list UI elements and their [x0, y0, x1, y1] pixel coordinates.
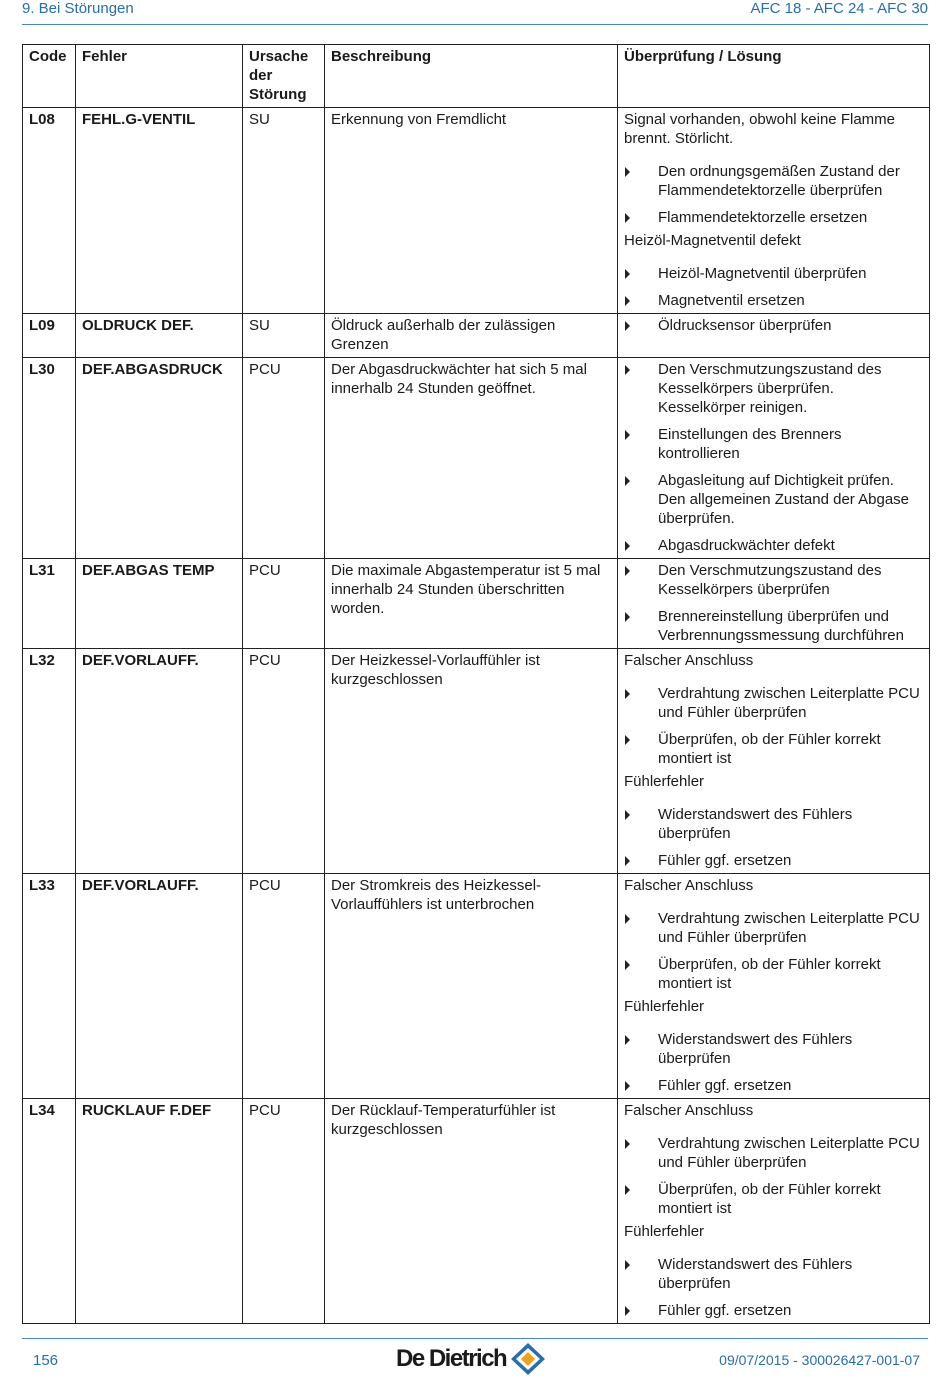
solution-cause: Falscher Anschluss — [624, 877, 754, 894]
description: Der Rücklauf-Temperaturfühler ist kurzgeschlossen — [325, 1099, 618, 1324]
table-row — [23, 108, 930, 314]
cause: PCU — [243, 649, 325, 874]
table-row — [23, 314, 930, 358]
error-code: L33 — [23, 874, 76, 1099]
cause: PCU — [243, 1099, 325, 1324]
solution-step: Überprüfen, ob der Fühler korrekt montiert ist — [624, 730, 924, 768]
solution-cause: Falscher Anschluss — [624, 652, 754, 669]
col-header-fault: Fehler — [76, 45, 243, 108]
table-row — [23, 559, 930, 649]
solution-step: Den Verschmutzungszustand des Kesselkörpers überprüfen. Kesselkörper reinigen. — [624, 360, 924, 417]
brand-logo — [396, 1341, 547, 1377]
page-number: 156 — [33, 1352, 59, 1369]
table-header-row — [23, 45, 930, 108]
solution-step: Widerstandswert des Fühlers überprüfen — [624, 1030, 924, 1068]
description: Öldruck außerhalb der zulässigen Grenzen — [325, 314, 618, 358]
solution-cause: Fühlerfehler — [624, 773, 705, 790]
error-code: L31 — [23, 559, 76, 649]
solution-step: Einstellungen des Brenners kontrollieren — [624, 425, 924, 463]
solution-cause: Falscher Anschluss — [624, 1102, 754, 1119]
description: Erkennung von Fremdlicht — [325, 108, 618, 314]
solution-step: Abgasleitung auf Dichtigkeit prüfen. Den allgemeinen Zustand der Abgase überprüfen. — [624, 471, 924, 528]
solution-step: Brennereinstellung überprüfen und Verbrennungssmessung durchführen — [624, 607, 924, 645]
description: Der Stromkreis des Heizkessel-Vorlauffühlers ist unterbrochen — [325, 874, 618, 1099]
fault-name: DEF.VORLAUFF. — [76, 874, 243, 1099]
header-rule — [22, 24, 928, 25]
model-range: AFC 18 - AFC 24 - AFC 30 — [750, 0, 928, 17]
solution-cause: Fühlerfehler — [624, 1223, 705, 1240]
fault-name: FEHL.G-VENTIL — [76, 108, 243, 314]
solution-cell — [618, 559, 930, 649]
error-code: L30 — [23, 358, 76, 559]
description: Der Abgasdruckwächter hat sich 5 mal innerhalb 24 Stunden geöffnet. — [325, 358, 618, 559]
solution-cell — [618, 874, 930, 1099]
solution-step: Heizöl-Magnetventil überprüfen — [624, 264, 924, 283]
solution-cell — [618, 108, 930, 314]
solution-step: Abgasdruckwächter defekt — [624, 536, 924, 555]
section-title: 9. Bei Störungen — [22, 0, 134, 17]
table-row — [23, 649, 930, 874]
solution-step: Fühler ggf. ersetzen — [624, 851, 924, 870]
error-code: L32 — [23, 649, 76, 874]
col-header-code: Code — [23, 45, 76, 108]
description: Der Heizkessel-Vorlauffühler ist kurzgeschlossen — [325, 649, 618, 874]
solution-step: Verdrahtung zwischen Leiterplatte PCU und Fühler überprüfen — [624, 909, 924, 947]
description: Die maximale Abgastemperatur ist 5 mal innerhalb 24 Stunden überschritten worden. — [325, 559, 618, 649]
cause: SU — [243, 314, 325, 358]
brand-name: De Dietrich — [396, 1345, 507, 1372]
solution-step: Den ordnungsgemäßen Zustand der Flammendetektorzelle überprüfen — [624, 162, 924, 200]
col-header-cause: Ursache der Störung — [243, 45, 325, 108]
fault-name: DEF.ABGAS TEMP — [76, 559, 243, 649]
solution-step: Widerstandswert des Fühlers überprüfen — [624, 1255, 924, 1293]
error-code: L34 — [23, 1099, 76, 1324]
solution-cell — [618, 358, 930, 559]
solution-step: Flammendetektorzelle ersetzen — [624, 208, 924, 227]
solution-step: Überprüfen, ob der Fühler korrekt montiert ist — [624, 955, 924, 993]
cause: PCU — [243, 559, 325, 649]
error-code: L09 — [23, 314, 76, 358]
solution-step: Überprüfen, ob der Fühler korrekt montiert ist — [624, 1180, 924, 1218]
fault-name: RUCKLAUF F.DEF — [76, 1099, 243, 1324]
solution-step: Verdrahtung zwischen Leiterplatte PCU und Fühler überprüfen — [624, 684, 924, 722]
solution-step: Fühler ggf. ersetzen — [624, 1076, 924, 1095]
table-row — [23, 1099, 930, 1324]
diamond-logo-icon — [509, 1342, 547, 1376]
solution-cell — [618, 1099, 930, 1324]
col-header-solution: Überprüfung / Lösung — [618, 45, 930, 108]
solution-cell — [618, 649, 930, 874]
solution-step: Öldrucksensor überprüfen — [624, 316, 924, 335]
footer-rule — [22, 1338, 928, 1339]
solution-step: Den Verschmutzungszustand des Kesselkörpers überprüfen — [624, 561, 924, 599]
solution-cause: Signal vorhanden, obwohl keine Flamme brennt. Störlicht. — [624, 111, 895, 147]
solution-cause: Fühlerfehler — [624, 998, 705, 1015]
error-code: L08 — [23, 108, 76, 314]
fault-name: DEF.VORLAUFF. — [76, 649, 243, 874]
table-row — [23, 358, 930, 559]
table-row — [23, 874, 930, 1099]
cause: SU — [243, 108, 325, 314]
error-table — [22, 44, 930, 1324]
solution-cell — [618, 314, 930, 358]
fault-name: OLDRUCK DEF. — [76, 314, 243, 358]
cause: PCU — [243, 874, 325, 1099]
solution-step: Magnetventil ersetzen — [624, 291, 924, 310]
solution-cause: Heizöl-Magnetventil defekt — [624, 232, 801, 249]
document-reference: 09/07/2015 - 300026427-001-07 — [719, 1352, 920, 1368]
cause: PCU — [243, 358, 325, 559]
solution-step: Verdrahtung zwischen Leiterplatte PCU und Fühler überprüfen — [624, 1134, 924, 1172]
solution-step: Widerstandswert des Fühlers überprüfen — [624, 805, 924, 843]
col-header-description: Beschreibung — [325, 45, 618, 108]
solution-step: Fühler ggf. ersetzen — [624, 1301, 924, 1320]
fault-name: DEF.ABGASDRUCK — [76, 358, 243, 559]
